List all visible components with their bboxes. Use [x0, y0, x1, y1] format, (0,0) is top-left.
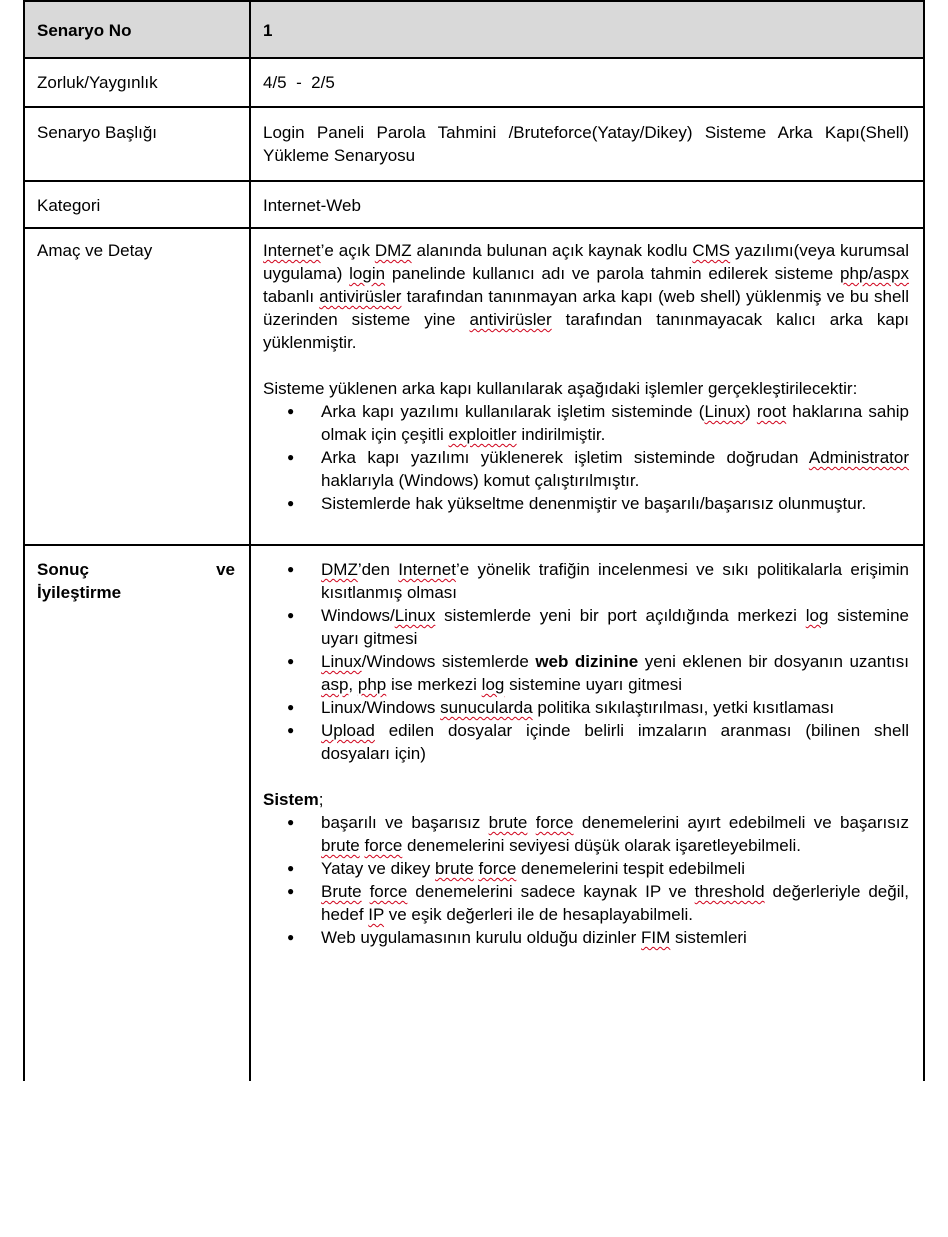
label-scenario-no: Senaryo No [37, 21, 132, 40]
row-result [24, 545, 924, 1081]
system-heading: Sistem; [263, 790, 324, 809]
row-title [24, 107, 924, 181]
row-difficulty [24, 58, 924, 107]
label-result-c: İyileştirme [37, 583, 122, 602]
bullet-item: ● Upload edilen dosyalar içinde belirli imzaların aranması (bilinen shell dosyaları için) [321, 719, 909, 765]
value-scenario-no: 1 [263, 21, 273, 40]
bullet-item: ● Web uygulamasının kurulu olduğu dizinler FIM sistemleri [321, 926, 909, 949]
value-difficulty: 4/5 - 2/5 [263, 73, 335, 92]
value-title: Login Paneli Parola Tahmini /Bruteforce(Yatay/Dikey) Sisteme Arka Kapı(Shell) Yükleme Senaryosu [263, 123, 909, 165]
bullet-item: ● Arka kapı yazılımı kullanılarak işletim sisteminde (Linux) root haklarına sahip olmak için çeşitli exploitler indirilmiştir. [321, 400, 909, 446]
label-title: Senaryo Başlığı [37, 123, 158, 142]
scenario-table [23, 0, 925, 1081]
bullet-item: ● başarılı ve başarısız brute force denemelerini ayırt edebilmeli ve başarısız brute force denemelerini seviyesi düşük olarak işaretleyebilmeli. [321, 811, 909, 857]
label-purpose: Amaç ve Detay [37, 241, 153, 260]
bullet-item: ● Brute force denemelerini sadece kaynak IP ve threshold değerleriyle değil, hedef IP ve eşik değerleri ile de hesaplayabilmeli. [321, 880, 909, 926]
bullet-item: ● Yatay ve dikey brute force denemelerini tespit edebilmeli [321, 857, 909, 880]
bullet-item: ● DMZ’den Internet’e yönelik trafiğin incelenmesi ve sıkı politikalarla erişimin kısıtlanmış olması [321, 558, 909, 604]
row-category [24, 181, 924, 228]
label-result-a: Sonuç [37, 560, 89, 579]
label-result-b: ve [216, 560, 235, 579]
bullet-item: ● Windows/Linux sistemlerde yeni bir port açıldığında merkezi log sistemine uyarı gitmesi [321, 604, 909, 650]
bullet-item: ● Linux/Windows sistemlerde web dizinine yeni eklenen bir dosyanın uzantısı asp, php ise merkezi log sistemine uyarı gitmesi [321, 650, 909, 696]
label-category: Kategori [37, 196, 101, 215]
bullet-item: ● Sistemlerde hak yükseltme denenmiştir ve başarılı/başarısız olunmuştur. [321, 492, 909, 515]
purpose-bullet-list [263, 400, 909, 515]
row-purpose [24, 228, 924, 545]
purpose-intro: Sisteme yüklenen arka kapı kullanılarak aşağıdaki işlemler gerçekleştirilecektir: [263, 379, 858, 398]
row-scenario-no [24, 1, 924, 58]
label-difficulty: Zorluk/Yaygınlık [37, 73, 158, 92]
bullet-item: ● Arka kapı yazılımı yüklenerek işletim sisteminde doğrudan Administrator haklarıyla (Windows) komut çalıştırılmıştır. [321, 446, 909, 492]
value-category: Internet-Web [263, 196, 361, 215]
purpose-paragraph: Internet’e açık DMZ alanında bulunan açık kaynak kodlu CMS yazılımı(veya kurumsal uygulama) login panelinde kullanıcı adı ve parola tahmin edilerek sisteme php/aspx tabanlı antivirüsler tarafından tanınmayan arka kapı (web shell) yüklenmiş ve bu shell üzerinden sisteme yine antivirüsler tarafından tanınmayacak kalıcı arka kapı yüklenmiştir. [263, 241, 910, 352]
system-bullet-list [263, 811, 909, 949]
bullet-item: ● Linux/Windows sunucularda politika sıkılaştırılması, yetki kısıtlaması [321, 696, 909, 719]
result-bullet-list [263, 558, 909, 765]
